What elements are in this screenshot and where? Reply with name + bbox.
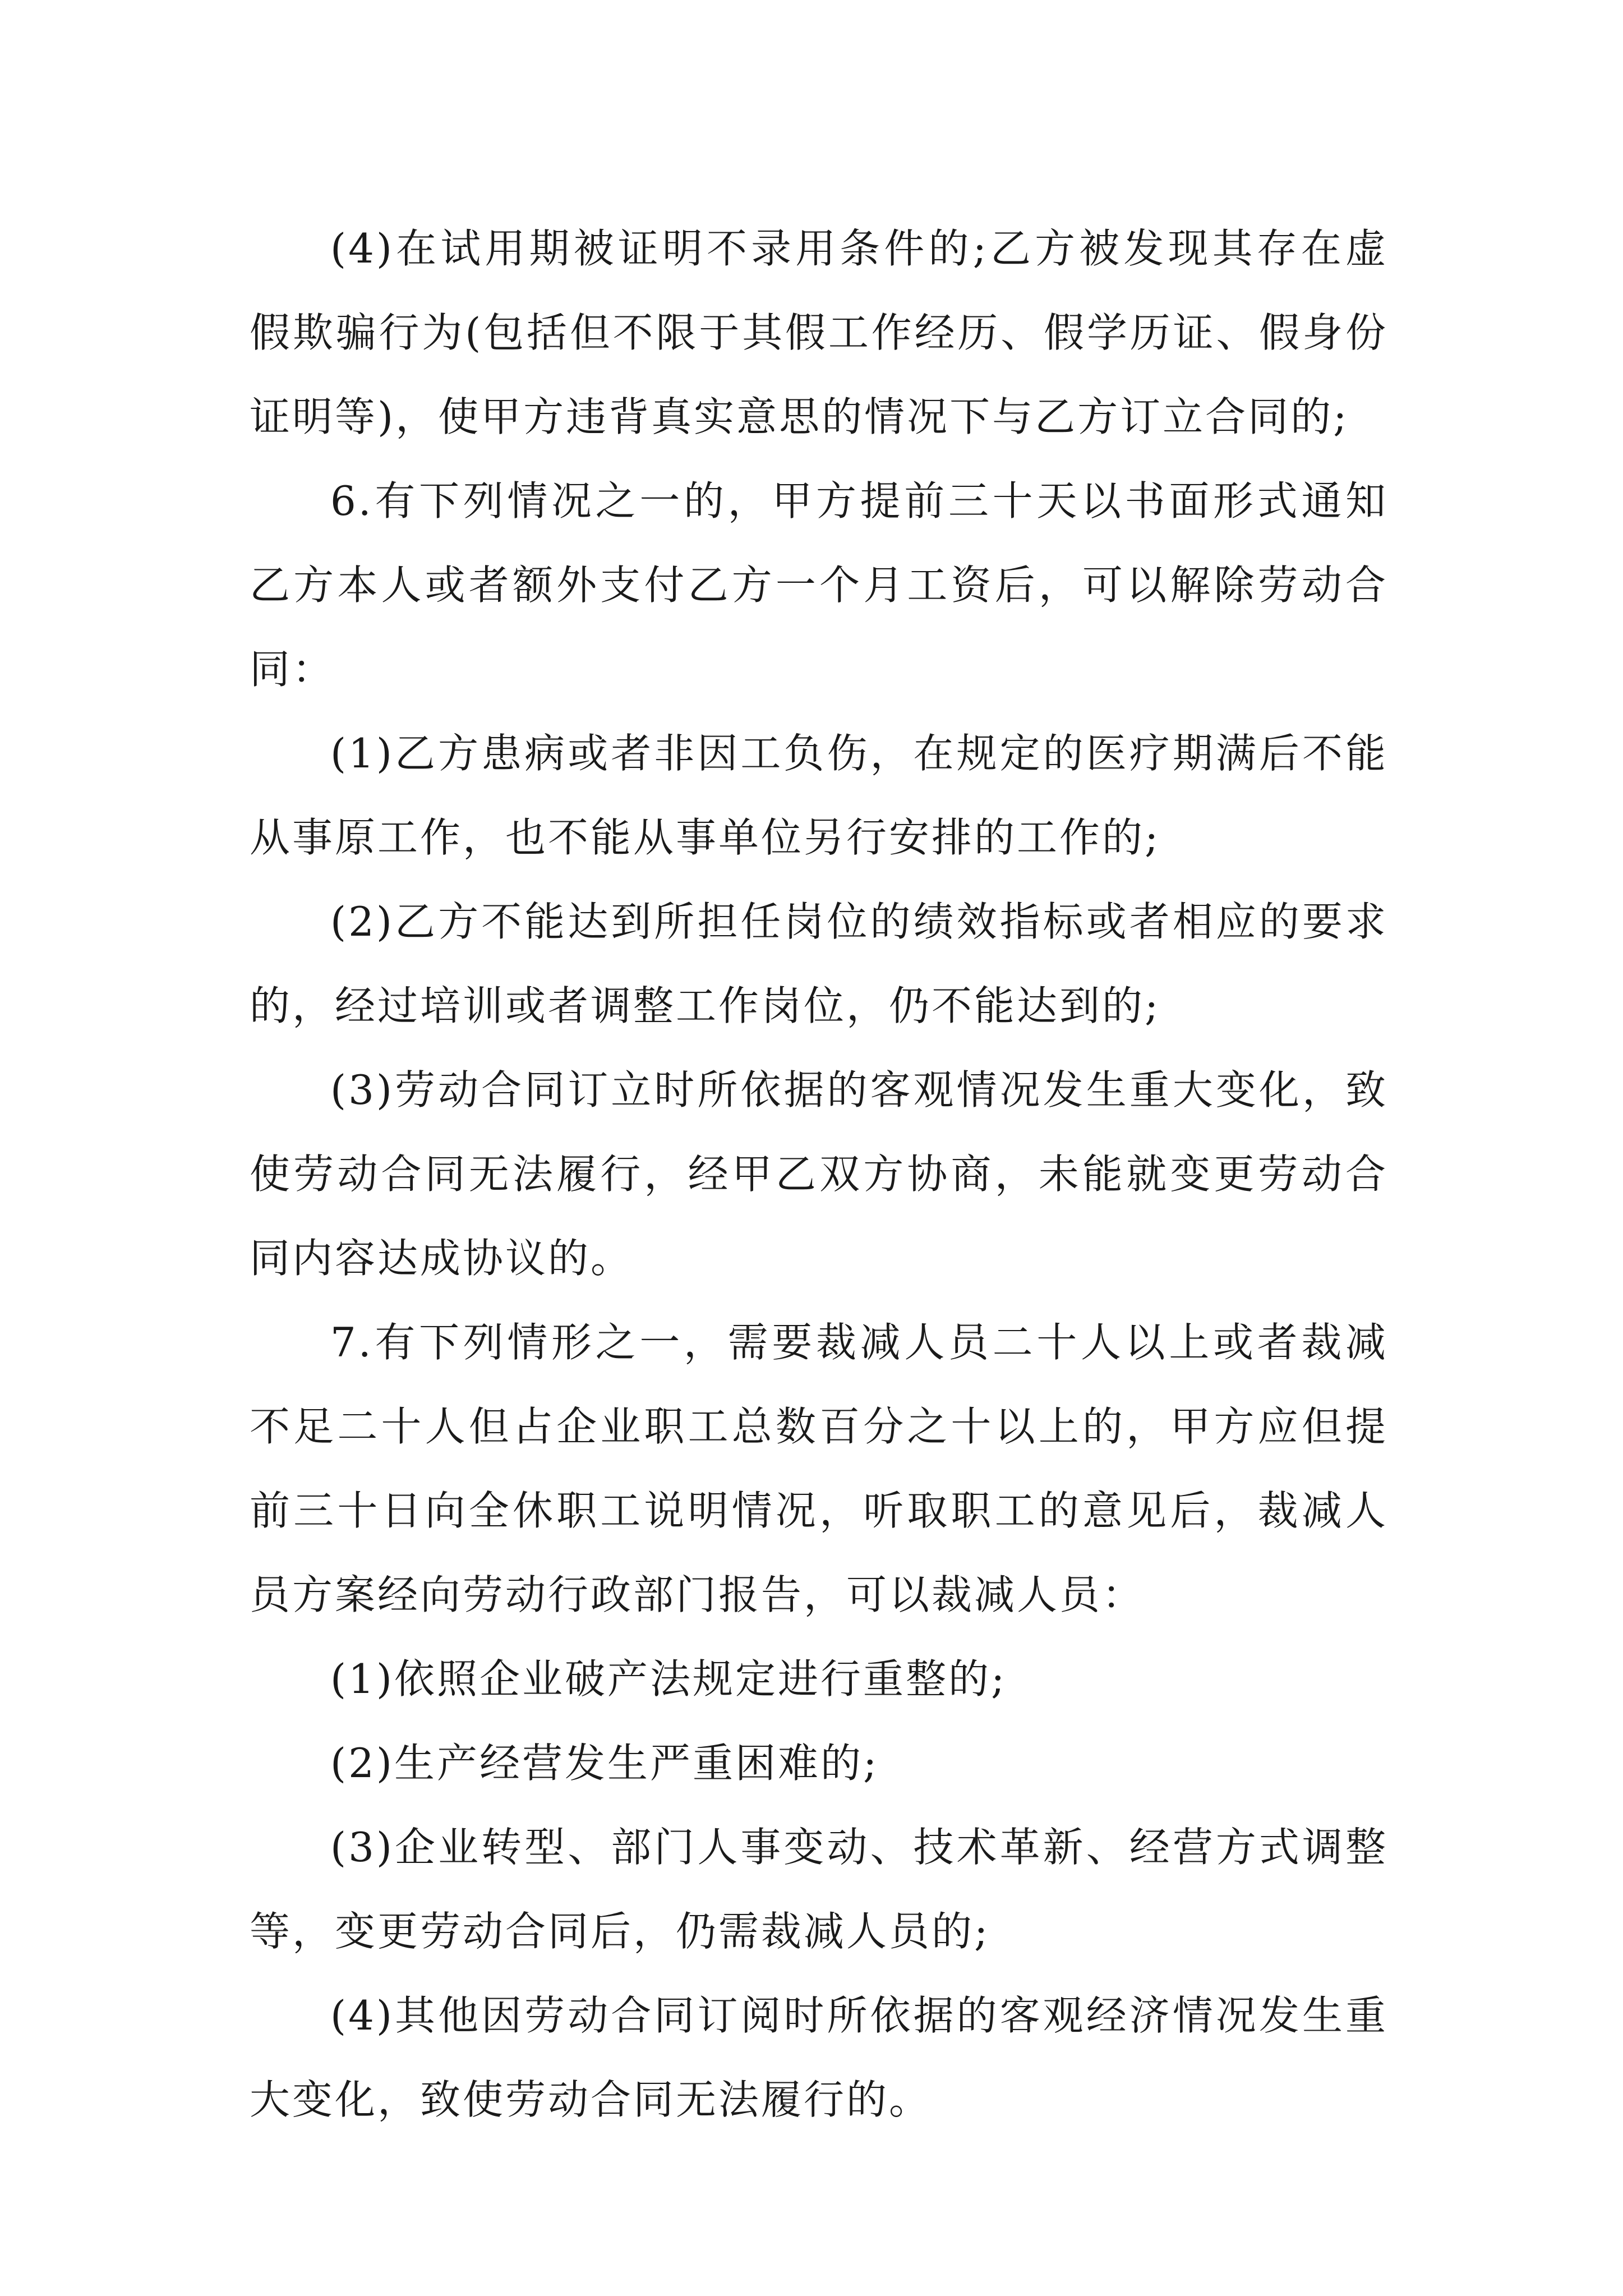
paragraph: (1)依照企业破产法规定进行重整的; [330,1655,1007,1703]
paragraph: 7.有下列情形之一，需要裁减人员二十人以上或者裁减不足二十人但占企业职工总数百分之十以上的，甲方应但提前三十日向全休职工说明情况，听取职工的意见后，裁减人员方案经向劳动行政部门报告，可以裁减人员： [250,1319,1388,1618]
paragraph: (4)其他因劳动合同订阅时所依据的客观经济情况发生重大变化，致使劳动合同无法履行的。 [250,1992,1388,2123]
paragraph: (2)生产经营发生严重困难的; [330,1740,879,1787]
paragraph: (3)劳动合同订立时所依据的客观情况发生重大变化，致使劳动合同无法履行，经甲乙双方协商，未能就变更劳动合同内容达成协议的。 [250,1066,1388,1282]
paragraph: (3)企业转型、部门人事变动、技术革新、经营方式调整等，变更劳动合同后，仍需裁减人员的; [250,1824,1388,1955]
paragraph: (2)乙方不能达到所担任岗位的绩效指标或者相应的要求的，经过培训或者调整工作岗位，仍不能达到的; [250,898,1388,1029]
document-body [250,206,1388,2142]
paragraph: (4)在试用期被证明不录用条件的;乙方被发现其存在虚假欺骗行为(包括但不限于其假工作经历、假学历证、假身份证明等)，使甲方违背真实意思的情况下与乙方订立合同的; [250,225,1388,440]
paragraph: (1)乙方患病或者非因工负伤，在规定的医疗期满后不能从事原工作，也不能从事单位另行安排的工作的; [250,730,1388,861]
paragraph: 6.有下列情况之一的，甲方提前三十天以书面形式通知乙方本人或者额外支付乙方一个月工资后，可以解除劳动合同： [250,477,1388,693]
